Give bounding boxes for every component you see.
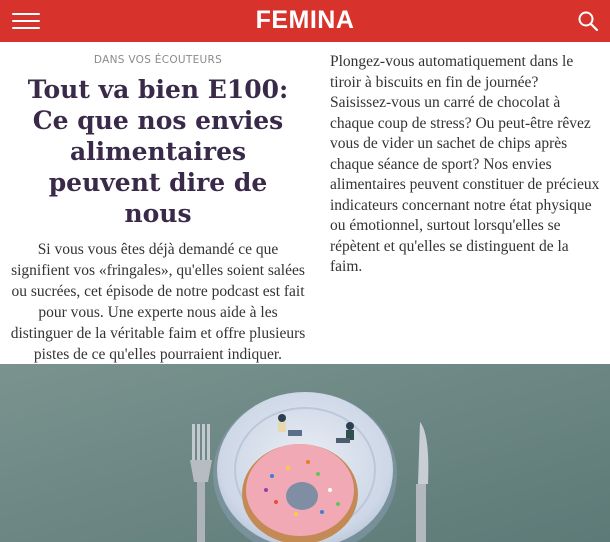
top-bar <box>0 0 610 42</box>
article-kicker[interactable]: DANS VOS ÉCOUTEURS <box>93 54 223 66</box>
site-logo[interactable]: FEMINA <box>255 6 355 34</box>
article-title[interactable]: Tout va bien E100: Ce que nos envies alimentaires peuvent dire de nous <box>27 75 289 228</box>
hero-image <box>0 364 610 542</box>
body-paragraph: Plongez-vous automatiquement dans le tiroir à biscuits en fin de journée? Saisissez-vous un carré de chocolat à chaque coup de stress? Ou peut-être rêvez vous de vider un sachet de chips après chaque séance de sport? Nos envies alimentaires peuvent constituer de précieux indicateurs concernant notre état physique ou émotionnel, surtout lorsqu'elles se répètent et qu'elles se distinguent de la faim. <box>330 53 600 275</box>
article-body <box>330 52 602 278</box>
search-icon[interactable] <box>576 9 600 33</box>
article-lede: Si vous vous êtes déjà demandé ce que signifient vos «fringales», qu'elles soient salées ou sucrées, cet épisode de notre podcast est fait pour vous. Une experte nous aide à les distinguer de la véritable faim et offre plusieurs pistes de ce qu'elles pourraient indiquer. <box>10 241 306 363</box>
article-intro <box>8 50 308 403</box>
donut-illustration <box>242 444 358 542</box>
